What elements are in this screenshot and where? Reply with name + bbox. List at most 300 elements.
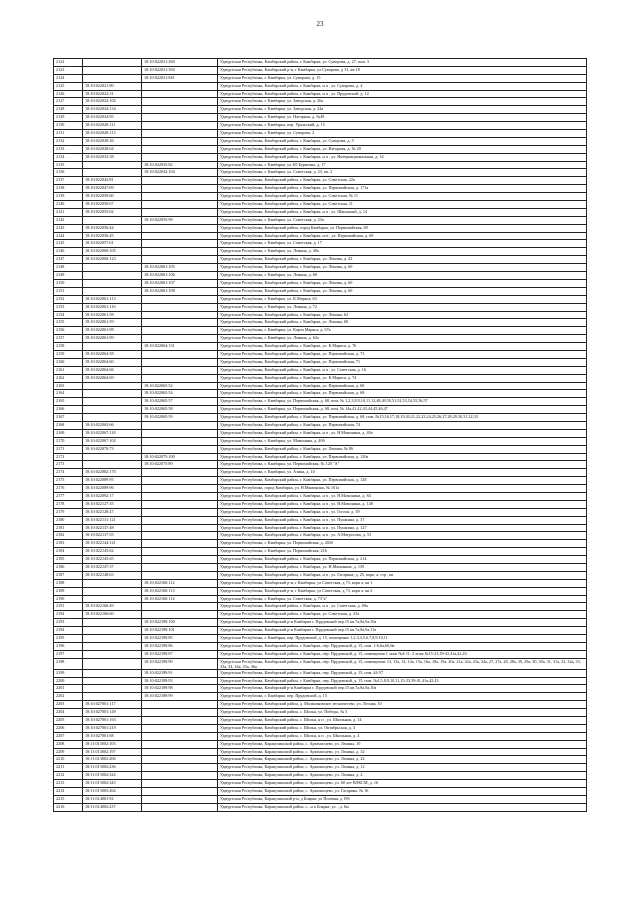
building-cadastral-number bbox=[83, 279, 142, 287]
table-row bbox=[54, 177, 587, 185]
row-number: 2122 bbox=[54, 59, 83, 67]
table-row bbox=[54, 382, 587, 390]
premises-cadastral-number bbox=[142, 611, 218, 619]
premises-cadastral-number bbox=[142, 232, 218, 240]
address: Удмуртская Республика, г. Камбарка, ул. Нагорная, д. №49 bbox=[218, 114, 587, 122]
row-number: 2132 bbox=[54, 137, 83, 145]
address: Удмуртская Республика, Камбарский район, г. Камбарка, ул. Первомайская, 74 bbox=[218, 421, 587, 429]
premises-cadastral-number bbox=[142, 335, 218, 343]
address: Удмуртская Республика, Камбарский район, г. Камбарка, ул. Суворова, д. 27, пом. 3 bbox=[218, 59, 587, 67]
table-row bbox=[54, 232, 587, 240]
table-row bbox=[54, 469, 587, 477]
building-cadastral-number bbox=[83, 66, 142, 74]
building-cadastral-number: 18:10:027001:117 bbox=[83, 701, 142, 709]
address: Удмуртская Республика, г. Камбарка, ул. Советская, д. 23, кв. 2 bbox=[218, 169, 587, 177]
row-number: 2157 bbox=[54, 335, 83, 343]
address: Удмуртская Республика, г. Камбарка, ул. Первомайская, № 120 "А" bbox=[218, 461, 587, 469]
row-number: 2207 bbox=[54, 732, 83, 740]
row-number: 2175 bbox=[54, 477, 83, 485]
row-number: 2167 bbox=[54, 414, 83, 422]
address: Удмуртская Республика, г. Камбарка, пер. Прудовской, д. 15, помещение 1,2,3,4,5,6,7,8,9,10,11 bbox=[218, 635, 587, 643]
premises-cadastral-number: 18:10:022061:106 bbox=[142, 272, 218, 280]
row-number: 2156 bbox=[54, 327, 83, 335]
premises-cadastral-number: 18:10:022189:86 bbox=[142, 642, 218, 650]
row-number: 2124 bbox=[54, 74, 83, 82]
row-number: 2198 bbox=[54, 658, 83, 669]
premises-cadastral-number bbox=[142, 421, 218, 429]
address: Удмуртская Республика, г. Камбарка, пер. Прудовской, д. 15 bbox=[218, 693, 587, 701]
building-cadastral-number: 18:10:022057:61 bbox=[83, 240, 142, 248]
building-cadastral-number bbox=[83, 658, 142, 669]
building-cadastral-number: 18:10:022024:95 bbox=[83, 114, 142, 122]
table-row bbox=[54, 374, 587, 382]
table-row bbox=[54, 74, 587, 82]
row-number: 2184 bbox=[54, 548, 83, 556]
building-cadastral-number bbox=[83, 382, 142, 390]
address: Удмуртская Республика, Камбарский район, г. Камбарка, н п , ул. Прудовской, д. 12 bbox=[218, 90, 587, 98]
premises-cadastral-number bbox=[142, 508, 218, 516]
table-row bbox=[54, 524, 587, 532]
building-cadastral-number bbox=[83, 650, 142, 658]
premises-cadastral-number bbox=[142, 256, 218, 264]
row-number: 2214 bbox=[54, 788, 83, 796]
address: Удмуртская Республика, Каракулинский район, с. Арзамасцево, ул. Ленина, 10 bbox=[218, 740, 587, 748]
row-number: 2154 bbox=[54, 311, 83, 319]
address: Удмуртская Республика, город Камбарка, ул. Н.Мамонина, № 101а bbox=[218, 485, 587, 493]
table-row bbox=[54, 650, 587, 658]
building-cadastral-number: 18:11:013002:343 bbox=[83, 780, 142, 788]
address: Удмуртская Республика, Камбарский район, г. Камбарка, ул. Первомайская, д. 171а bbox=[218, 185, 587, 193]
table-row bbox=[54, 161, 587, 169]
address: Удмуртская Республика, г. Камбарка, ул. Советская, д. 23а bbox=[218, 216, 587, 224]
premises-cadastral-number bbox=[142, 485, 218, 493]
building-cadastral-number bbox=[83, 453, 142, 461]
building-cadastral-number: 18:10:022137:48 bbox=[83, 524, 142, 532]
premises-cadastral-number bbox=[142, 477, 218, 485]
table-row bbox=[54, 724, 587, 732]
row-number: 2182 bbox=[54, 532, 83, 540]
building-cadastral-number: 18:10:022055:62 bbox=[83, 208, 142, 216]
premises-cadastral-number bbox=[142, 208, 218, 216]
building-cadastral-number: 18:10:022060:105 bbox=[83, 248, 142, 256]
address: Удмуртская Республика, Каракулинский район, с. Арзамасцево, ул. Ленина, д. 12 bbox=[218, 764, 587, 772]
building-cadastral-number: 18:11:014001:92 bbox=[83, 795, 142, 803]
address: Удмуртская Республика, Камбарский район, г. Камбарка, ул. Н.Мамонина, д. 139 bbox=[218, 564, 587, 572]
row-number: 2160 bbox=[54, 358, 83, 366]
address: Удмуртская Республика, Камбарский район, г. Камбарка, ул. Ленина, 62 bbox=[218, 311, 587, 319]
table-row bbox=[54, 303, 587, 311]
address: Удмуртская Республика, Камбарский район, г. Камбарка, ул. Суворова, д. 5 bbox=[218, 137, 587, 145]
table-row bbox=[54, 137, 587, 145]
table-row bbox=[54, 343, 587, 351]
building-cadastral-number: 18:11:013002:236 bbox=[83, 764, 142, 772]
address: Удмуртская Республика, Каракулинский район, с. Арзамасцево, ул. Ленина, д. 2 bbox=[218, 772, 587, 780]
address: Удмуртская Республика, Камбарский район, г. Камбарка, ул. Ленина, д. 43 bbox=[218, 256, 587, 264]
address: Удмуртская Республика, Камбарский район, г. Камбарка, ул. Первомайская, д. 214 bbox=[218, 556, 587, 564]
row-number: 2150 bbox=[54, 279, 83, 287]
row-number: 2127 bbox=[54, 98, 83, 106]
premises-cadastral-number bbox=[142, 153, 218, 161]
building-cadastral-number bbox=[83, 677, 142, 685]
row-number: 2161 bbox=[54, 366, 83, 374]
address: Удмуртская Республика, Камбарский район, г. Камбарка, н п , ул. Н.Мамонина, д. 148 bbox=[218, 500, 587, 508]
premises-cadastral-number bbox=[142, 500, 218, 508]
table-row bbox=[54, 548, 587, 556]
row-number: 2172 bbox=[54, 453, 83, 461]
row-number: 2210 bbox=[54, 756, 83, 764]
building-cadastral-number: 18:10:022050:67 bbox=[83, 201, 142, 209]
table-row bbox=[54, 595, 587, 603]
table-row bbox=[54, 780, 587, 788]
premises-cadastral-number bbox=[142, 492, 218, 500]
table-row bbox=[54, 169, 587, 177]
table-row bbox=[54, 587, 587, 595]
row-number: 2169 bbox=[54, 429, 83, 437]
table-row bbox=[54, 350, 587, 358]
address: Удмуртская Республика, Камбарский район, г. Камбарка, ул. Первомайская, д. 68 bbox=[218, 390, 587, 398]
row-number: 2203 bbox=[54, 701, 83, 709]
premises-cadastral-number: 18:10:022075:100 bbox=[142, 453, 218, 461]
row-number: 2131 bbox=[54, 130, 83, 138]
premises-cadastral-number bbox=[142, 130, 218, 138]
table-row bbox=[54, 764, 587, 772]
premises-cadastral-number: 18:10:022021:260 bbox=[142, 59, 218, 67]
table-row bbox=[54, 59, 587, 67]
building-cadastral-number: 18:10:022061:98 bbox=[83, 327, 142, 335]
premises-cadastral-number: 18:10:022061:107 bbox=[142, 279, 218, 287]
row-number: 2195 bbox=[54, 635, 83, 643]
row-number: 2194 bbox=[54, 627, 83, 635]
building-cadastral-number bbox=[83, 635, 142, 643]
row-number: 2183 bbox=[54, 540, 83, 548]
row-number: 2185 bbox=[54, 556, 83, 564]
premises-cadastral-number bbox=[142, 724, 218, 732]
address: Удмуртская Республика, Камбарский район, г. Камбарка, н п , ул. Гоголя, д. 39 bbox=[218, 508, 587, 516]
building-cadastral-number: 18:10:022064:60 bbox=[83, 358, 142, 366]
address: Удмуртская Республика, Каракулинский район, с., н п Боярка, ул. , д. 6м bbox=[218, 803, 587, 811]
page-number: 23 bbox=[316, 20, 324, 28]
premises-cadastral-number bbox=[142, 732, 218, 740]
table-row bbox=[54, 66, 587, 74]
building-cadastral-number: 18:10:022064:66 bbox=[83, 366, 142, 374]
table-row bbox=[54, 130, 587, 138]
address: Удмуртская Республика, г. Камбарка, ул. Азина, д. 10 bbox=[218, 469, 587, 477]
table-row bbox=[54, 756, 587, 764]
premises-cadastral-number bbox=[142, 311, 218, 319]
row-number: 2181 bbox=[54, 524, 83, 532]
address: Удмуртская Республика, Камбарский район, г. Камбарка, н п , ул. А.Матросова, д. 53 bbox=[218, 532, 587, 540]
address: Удмуртская Республика, г. Камбарка, ул. Суворова, д. 15 bbox=[218, 74, 587, 82]
table-row bbox=[54, 717, 587, 725]
address: Удмуртская Республика, г. Камбарка, ул. Карла Маркса, д. 67а bbox=[218, 327, 587, 335]
building-cadastral-number bbox=[83, 59, 142, 67]
table-row bbox=[54, 677, 587, 685]
building-cadastral-number bbox=[83, 74, 142, 82]
address: Удмуртская Республика, Камбарский район, г. Камбарка, н п , ул. Школьный, д. 14 bbox=[218, 208, 587, 216]
premises-cadastral-number: 18:10:022189:91 bbox=[142, 669, 218, 677]
premises-cadastral-number bbox=[142, 532, 218, 540]
address: Удмуртская Республика, г. Камбарка, ул. Ленина, д. 60 bbox=[218, 272, 587, 280]
table-row bbox=[54, 532, 587, 540]
building-cadastral-number: 18:10:022024:134 bbox=[83, 106, 142, 114]
premises-cadastral-number: 18:10:022065:54 bbox=[142, 390, 218, 398]
premises-cadastral-number bbox=[142, 524, 218, 532]
table-row bbox=[54, 240, 587, 248]
table-row bbox=[54, 445, 587, 453]
premises-cadastral-number bbox=[142, 701, 218, 709]
premises-cadastral-number bbox=[142, 248, 218, 256]
table-row bbox=[54, 788, 587, 796]
row-number: 2159 bbox=[54, 350, 83, 358]
row-number: 2196 bbox=[54, 642, 83, 650]
table-row bbox=[54, 709, 587, 717]
table-row bbox=[54, 287, 587, 295]
premises-cadastral-number bbox=[142, 374, 218, 382]
building-cadastral-number: 18:10:022028:64 bbox=[83, 145, 142, 153]
table-row bbox=[54, 145, 587, 153]
table-row bbox=[54, 114, 587, 122]
row-number: 2209 bbox=[54, 748, 83, 756]
building-cadastral-number bbox=[83, 669, 142, 677]
address: Удмуртская Республика, Камбарский район, г. Камбарка, н п , ул. Советская, д. 69а bbox=[218, 603, 587, 611]
row-number: 2141 bbox=[54, 208, 83, 216]
table-row bbox=[54, 279, 587, 287]
building-cadastral-number bbox=[83, 693, 142, 701]
building-cadastral-number: 18:10:022061:59 bbox=[83, 319, 142, 327]
address: Удмуртская Республика, Камбарский район, г. Камбарка, н п , ул. Н.Мамонина, д. 84 bbox=[218, 492, 587, 500]
building-cadastral-number bbox=[83, 642, 142, 650]
address: Удмуртская Республика, Камбарский район, г. Камбарка, ул. Советская, 22а bbox=[218, 177, 587, 185]
table-row bbox=[54, 366, 587, 374]
row-number: 2178 bbox=[54, 500, 83, 508]
table-row bbox=[54, 485, 587, 493]
table-row bbox=[54, 295, 587, 303]
table-row bbox=[54, 224, 587, 232]
premises-cadastral-number bbox=[142, 429, 218, 437]
address: Удмуртская Республика, г. Камбарка, ул. Советская, д. 73"а" bbox=[218, 595, 587, 603]
table-row bbox=[54, 122, 587, 130]
premises-cadastral-number bbox=[142, 327, 218, 335]
building-cadastral-number: 18:10:022128:47 bbox=[83, 508, 142, 516]
premises-cadastral-number bbox=[142, 740, 218, 748]
building-cadastral-number bbox=[83, 627, 142, 635]
row-number: 2215 bbox=[54, 795, 83, 803]
building-cadastral-number: 18:10:022145:65 bbox=[83, 556, 142, 564]
premises-cadastral-number: 18:10:022042:104 bbox=[142, 169, 218, 177]
table-row bbox=[54, 453, 587, 461]
building-cadastral-number: 18:10:027001:68 bbox=[83, 732, 142, 740]
registry-table-body bbox=[54, 59, 587, 812]
address: Удмуртская Республика, Камбарский район, г. Камбарка, н п , ул. Пушкина, д. 127 bbox=[218, 524, 587, 532]
building-cadastral-number bbox=[83, 287, 142, 295]
row-number: 2123 bbox=[54, 66, 83, 74]
building-cadastral-number: 18:10:022148:63 bbox=[83, 571, 142, 579]
address: Удмуртская Республика, Камбарский р-н, г Камбарка, ул Суворова, д 31, кв 18 bbox=[218, 66, 587, 74]
address: Удмуртская Республика, г. Камбарка, ул. Заводская, д. 24а bbox=[218, 106, 587, 114]
premises-cadastral-number bbox=[142, 788, 218, 796]
premises-cadastral-number bbox=[142, 185, 218, 193]
building-cadastral-number: 18:11:013002:206 bbox=[83, 756, 142, 764]
address: Удмуртская Республика, Камбарский район, г. Камбарка, ул. Первомайская, 71 bbox=[218, 358, 587, 366]
table-row bbox=[54, 603, 587, 611]
row-number: 2193 bbox=[54, 619, 83, 627]
address: Удмуртская Республика, Камбарский р-н Камбарка г. Прудовской пер.15 кв.7а,8а,9а,10а bbox=[218, 619, 587, 627]
row-number: 2158 bbox=[54, 343, 83, 351]
building-cadastral-number: 18:10:022056:45 bbox=[83, 232, 142, 240]
building-cadastral-number: 18:10:022061:99 bbox=[83, 335, 142, 343]
premises-cadastral-number bbox=[142, 780, 218, 788]
row-number: 2138 bbox=[54, 185, 83, 193]
row-number: 2199 bbox=[54, 669, 83, 677]
table-row bbox=[54, 564, 587, 572]
row-number: 2151 bbox=[54, 287, 83, 295]
row-number: 2197 bbox=[54, 650, 83, 658]
table-row bbox=[54, 461, 587, 469]
row-number: 2173 bbox=[54, 461, 83, 469]
row-number: 2149 bbox=[54, 272, 83, 280]
premises-cadastral-number: 18:10:022166:113 bbox=[142, 587, 218, 595]
table-row bbox=[54, 311, 587, 319]
table-row bbox=[54, 669, 587, 677]
row-number: 2191 bbox=[54, 603, 83, 611]
building-cadastral-number bbox=[83, 272, 142, 280]
address: Удмуртская Республика, Камбарский район, г. Камбарка, н п , ул. Пушкина, д. 37 bbox=[218, 516, 587, 524]
address: Удмуртская Республика, г. Камбарка, ул. Суворова, 2 bbox=[218, 130, 587, 138]
row-number: 2189 bbox=[54, 587, 83, 595]
address: Удмуртская Республика, Камбарский район, г. Камбарка, ул. Первомайская, д. 68, пом. №15,16,17,18,19,20,21,22,23,24,25,26,27,28,29,30,31,32,33 bbox=[218, 414, 587, 422]
table-row bbox=[54, 693, 587, 701]
building-cadastral-number bbox=[83, 579, 142, 587]
premises-cadastral-number: 18:10:022021:394 bbox=[142, 66, 218, 74]
address: Удмуртская Республика, г. Камбарка, ул. Ленина, д. 72 bbox=[218, 303, 587, 311]
address: Удмуртская Республика, г. Камбарка, ул. Ленина, д. 62а bbox=[218, 335, 587, 343]
table-row bbox=[54, 264, 587, 272]
building-cadastral-number: 18:10:022050:60 bbox=[83, 193, 142, 201]
building-cadastral-number: 18:10:022070:73 bbox=[83, 445, 142, 453]
building-cadastral-number: 18:11:013002:324 bbox=[83, 772, 142, 780]
table-row bbox=[54, 272, 587, 280]
row-number: 2187 bbox=[54, 571, 83, 579]
address: Удмуртская Республика, Камбарский район, г. Камбарка, н п , ул. Н.Мамонина, д. 40а bbox=[218, 429, 587, 437]
address: Удмуртская Республика, Камбарский район, г. Камбарка, пер. Прудовской, д. 15, пом. 44-57 bbox=[218, 669, 587, 677]
building-cadastral-number: 18:11:013005:264 bbox=[83, 788, 142, 796]
building-cadastral-number: 18:10:022042:81 bbox=[83, 177, 142, 185]
table-row bbox=[54, 658, 587, 669]
premises-cadastral-number bbox=[142, 516, 218, 524]
premises-cadastral-number bbox=[142, 540, 218, 548]
premises-cadastral-number bbox=[142, 295, 218, 303]
building-cadastral-number: 18:10:022032:38 bbox=[83, 153, 142, 161]
premises-cadastral-number: 18:10:022189:101 bbox=[142, 627, 218, 635]
table-row bbox=[54, 327, 587, 335]
table-row bbox=[54, 82, 587, 90]
address: Удмуртская Республика, Каракулинский р-н, д Боярка, ул Полевая, д 19б bbox=[218, 795, 587, 803]
address: Удмуртская Республика, Камбарский район, д. Мальчиковское лесничество, ул. Лесная, 10 bbox=[218, 701, 587, 709]
row-number: 2143 bbox=[54, 224, 83, 232]
row-number: 2176 bbox=[54, 485, 83, 493]
table-row bbox=[54, 619, 587, 627]
row-number: 2201 bbox=[54, 685, 83, 693]
premises-cadastral-number bbox=[142, 137, 218, 145]
premises-cadastral-number: 18:10:022065:58 bbox=[142, 406, 218, 414]
row-number: 2174 bbox=[54, 469, 83, 477]
address: Удмуртская Республика, Камбарский район, г. Камбарка, пер. Прудовской, д. 15, пом. №4,5,8,9,10,11,15-23,39-41,41а,42,43 bbox=[218, 677, 587, 685]
table-row bbox=[54, 398, 587, 406]
row-number: 2137 bbox=[54, 177, 83, 185]
address: Удмуртская Республика, Камбарский район, г. Камбарка, н-п , ул. Первомайская, д. 69 bbox=[218, 232, 587, 240]
address: Удмуртская Республика, Камбарский район, с. Шолья, ул. Октябрьская, д. 3 bbox=[218, 724, 587, 732]
address: Удмуртская Республика, Камбарский район, г. Камбарка, ул. К.Маркса, д. 74 bbox=[218, 374, 587, 382]
building-cadastral-number: 18:10:022166:49 bbox=[83, 603, 142, 611]
premises-cadastral-number: 18:10:022064:131 bbox=[142, 343, 218, 351]
premises-cadastral-number bbox=[142, 548, 218, 556]
row-number: 2216 bbox=[54, 803, 83, 811]
table-row bbox=[54, 627, 587, 635]
premises-cadastral-number: 18:10:022035:82 bbox=[142, 161, 218, 169]
premises-cadastral-number bbox=[142, 145, 218, 153]
row-number: 2164 bbox=[54, 390, 83, 398]
row-number: 2200 bbox=[54, 677, 83, 685]
table-row bbox=[54, 540, 587, 548]
premises-cadastral-number: 18:10:022189:93 bbox=[142, 677, 218, 685]
premises-cadastral-number: 18:10:022065:52 bbox=[142, 382, 218, 390]
row-number: 2204 bbox=[54, 709, 83, 717]
building-cadastral-number: 18:11:013002:103 bbox=[83, 740, 142, 748]
building-cadastral-number: 18:10:022089:96 bbox=[83, 485, 142, 493]
table-row bbox=[54, 579, 587, 587]
premises-cadastral-number bbox=[142, 114, 218, 122]
address: Удмуртская Республика, Камбарский район, с. Шолья, ул. Победы, № 5 bbox=[218, 709, 587, 717]
row-number: 2177 bbox=[54, 492, 83, 500]
building-cadastral-number: 18:10:027001:219 bbox=[83, 724, 142, 732]
premises-cadastral-number: 18:10:022189:85 bbox=[142, 635, 218, 643]
table-row bbox=[54, 421, 587, 429]
address: Удмуртская Республика, Камбарский район, г. Камбарка, ул. Советская, № 11 bbox=[218, 193, 587, 201]
building-cadastral-number: 18:10:022028:111 bbox=[83, 122, 142, 130]
table-row bbox=[54, 740, 587, 748]
address: Удмуртская Республика, Камбарский район, г. Камбарка, ул. Первомайская, д. 73 bbox=[218, 350, 587, 358]
table-row bbox=[54, 571, 587, 579]
table-row bbox=[54, 90, 587, 98]
address: Удмуртская Республика, Камбарский район, г. Камбарка, ул. Ленина, д. 60 bbox=[218, 279, 587, 287]
table-row bbox=[54, 795, 587, 803]
premises-cadastral-number: 18:10:022065:59 bbox=[142, 414, 218, 422]
row-number: 2142 bbox=[54, 216, 83, 224]
address: Удмуртская Республика, Камбарский район, г. Камбарка, ул. К.Маркса, д. 76 bbox=[218, 343, 587, 351]
address: Удмуртская Республика, г. Камбарка, ул. Первомайская, д. 68, пом. № 1,2,3,8,9,10,11,12,48,49,50,51,52,53,54,55,56,57 bbox=[218, 398, 587, 406]
address: Удмуртская Республика, Камбарский район, г. Камбарка, н п , ул. Интернациональная, д. 14 bbox=[218, 153, 587, 161]
premises-cadastral-number bbox=[142, 748, 218, 756]
row-number: 2206 bbox=[54, 724, 83, 732]
table-row bbox=[54, 98, 587, 106]
building-cadastral-number: 18:10:022065:66 bbox=[83, 421, 142, 429]
building-cadastral-number bbox=[83, 414, 142, 422]
row-number: 2163 bbox=[54, 382, 83, 390]
row-number: 2180 bbox=[54, 516, 83, 524]
row-number: 2192 bbox=[54, 611, 83, 619]
table-row bbox=[54, 492, 587, 500]
premises-cadastral-number bbox=[142, 240, 218, 248]
table-row bbox=[54, 256, 587, 264]
address: Удмуртская Республика, г. Камбарка, ул. Первомайская, 216 bbox=[218, 548, 587, 556]
premises-cadastral-number bbox=[142, 803, 218, 811]
building-cadastral-number: 18:10:027001:163 bbox=[83, 717, 142, 725]
row-number: 2165 bbox=[54, 398, 83, 406]
table-row bbox=[54, 642, 587, 650]
address: Удмуртская Республика, г. Камбарка, ул. Ю Бурягина, д. 17 bbox=[218, 161, 587, 169]
table-row bbox=[54, 635, 587, 643]
premises-cadastral-number bbox=[142, 177, 218, 185]
